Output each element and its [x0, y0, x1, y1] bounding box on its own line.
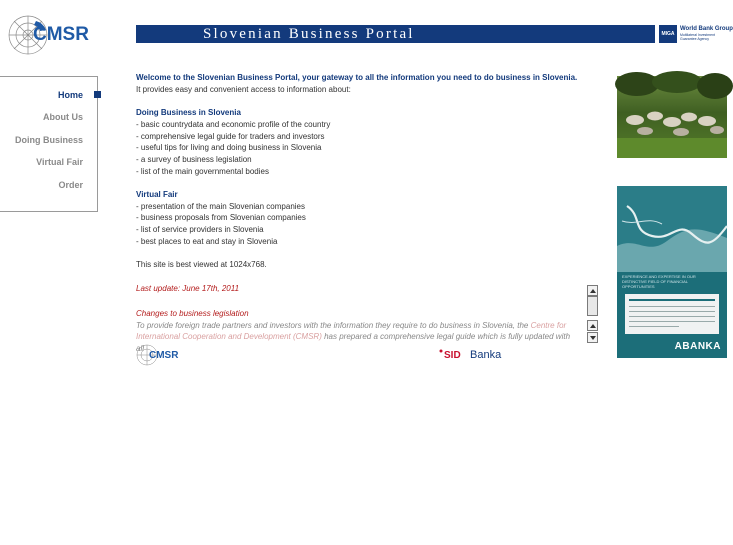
- virtual-fair-item: - list of service providers in Slovenia: [136, 225, 264, 235]
- virtual-fair-item: - best places to eat and stay in Slovenia: [136, 236, 278, 246]
- welcome-intro: It provides easy and convenient access to information about:: [136, 84, 351, 94]
- cmsr-logo[interactable]: [6, 12, 98, 58]
- doing-business-item: - list of the main governmental bodies: [136, 166, 269, 176]
- nav-item-virtual-fair[interactable]: Virtual Fair: [36, 157, 83, 167]
- abanka-brand: ABANKA: [674, 341, 721, 352]
- nav-item-about-us[interactable]: About Us: [43, 112, 83, 122]
- best-viewed-note: This site is best viewed at 1024x768.: [136, 260, 267, 270]
- horses-photo: [617, 76, 727, 158]
- nav-item-doing-business[interactable]: Doing Business: [14, 135, 83, 145]
- main-navigation: [0, 76, 98, 212]
- news-scroll-up-button[interactable]: [587, 320, 598, 331]
- last-update: Last update: June 17th, 2011: [136, 283, 240, 293]
- scroll-thumb[interactable]: [587, 296, 598, 316]
- world-bank-logo[interactable]: [659, 25, 733, 43]
- doing-business-title: Doing Business in Slovenia: [136, 108, 241, 118]
- doing-business-item: - useful tips for living and doing business in Slovenia: [136, 143, 322, 153]
- news-text-continued: has prepared a comprehensive legal guide which is fully updated with all: [136, 332, 571, 353]
- doing-business-item: - comprehensive legal guide for traders and investors: [136, 131, 325, 141]
- doing-business-item: - basic countrydata and economic profile of the country: [136, 119, 331, 129]
- welcome-heading: Welcome to the Slovenian Business Portal, your gateway to all the information you need to do business in Slovenia.: [136, 73, 578, 82]
- arrow-up-icon: [590, 324, 596, 328]
- news-title: Changes to business legislation: [136, 309, 249, 318]
- cmsr-link[interactable]: Centre for International Cooperation and Development (CMSR): [136, 320, 567, 341]
- ad-headline: EXPERIENCE AND EXPERTISE IN OUR DISTINCTIVE FIELD OF FINANCIAL OPPORTUNITIES: [622, 274, 696, 289]
- wb-subtitle-1: Multilateral Investment: [680, 33, 716, 37]
- virtual-fair-item: - presentation of the main Slovenian companies: [136, 201, 305, 211]
- news-scroll-down-button[interactable]: [587, 332, 598, 343]
- scroll-up-button[interactable]: [587, 285, 598, 296]
- sid-name: Banka: [470, 349, 502, 361]
- active-nav-bullet: [94, 91, 101, 98]
- miga-mark: MIGA: [659, 25, 677, 43]
- abanka-ad[interactable]: [617, 186, 727, 358]
- ad-info-box: [625, 294, 719, 334]
- logo-text: CMSR: [33, 24, 89, 45]
- page-banner: Slovenian Business Portal: [136, 25, 655, 43]
- arrow-down-icon: [590, 336, 596, 340]
- cmsr-bottom-logo[interactable]: [136, 344, 188, 366]
- wb-subtitle-2: Guarantee Agency: [680, 37, 709, 41]
- doing-business-item: - a survey of business legislation: [136, 154, 252, 164]
- virtual-fair-title: Virtual Fair: [136, 190, 178, 199]
- nav-item-home[interactable]: Home: [57, 90, 83, 100]
- arrow-up-icon: [590, 289, 596, 293]
- main-content: [136, 72, 591, 294]
- news-text: To provide foreign trade partners and investors with the information they require to do business in Slovenia, the: [136, 320, 531, 330]
- nav-item-order[interactable]: Order: [58, 180, 83, 190]
- sid-banka-logo[interactable]: [439, 346, 509, 362]
- news-ticker[interactable]: [136, 308, 579, 353]
- wb-title: World Bank Group: [680, 26, 733, 32]
- virtual-fair-item: - business proposals from Slovenian companies: [136, 213, 306, 223]
- sid-prefix: SID: [444, 350, 461, 361]
- bottom-logo-text: CMSR: [149, 350, 179, 361]
